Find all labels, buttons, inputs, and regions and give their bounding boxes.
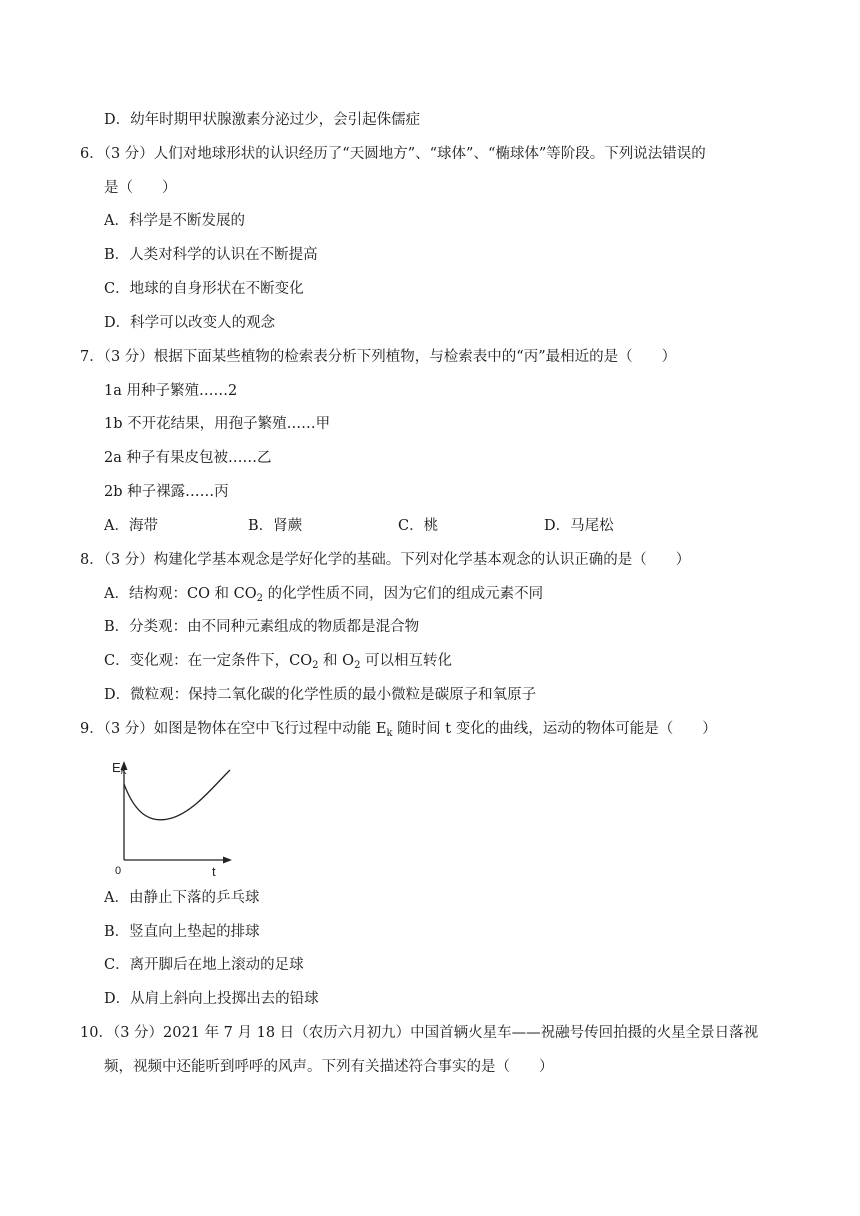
q7-stem: 7．（3 分）根据下面某些植物的检索表分析下列植物，与检索表中的“丙”最相近的是（ ）	[80, 349, 677, 365]
q6-option-b: B．人类对科学的认识在不断提高	[104, 247, 318, 263]
graph-x-arrow	[223, 857, 232, 864]
q7-option-b: B．肾蕨	[248, 518, 303, 534]
q8-option-d: D．微粒观：保持二氧化碳的化学性质的最小微粒是碳原子和氧原子	[104, 687, 537, 703]
q9-stem: 9．（3 分）如图是物体在空中飞行过程中动能 $E_k$ 随时间 t 变化的曲线，运动的物体可能是（ ）	[80, 721, 717, 739]
q6-stem-line1: 6．（3 分）人们对地球形状的认识经历了“天圆地方”、“球体”、“椭球体”等阶段。下列说法错误的	[80, 146, 706, 162]
ek-time-graph	[112, 756, 242, 878]
q8-option-a: A．结构观：CO 和 $CO_2$ 的化学性质不同，因为它们的组成元素不同	[104, 586, 544, 604]
graph-origin-label: 0	[115, 865, 122, 877]
q6-stem-line2: 是（ ）	[104, 180, 177, 196]
q7-key-1a: 1a 用种子繁殖……2	[104, 383, 238, 399]
q8-stem: 8．（3 分）构建化学基本观念是学好化学的基础。下列对化学基本观念的认识正确的是（ ）	[80, 552, 691, 568]
q7-key-2b: 2b 种子裸露……丙	[104, 484, 229, 500]
q7-option-a: A．海带	[104, 518, 158, 534]
q10-stem-line1: 10．（3 分）2021 年 7 月 18 日（农历六月初九）中国首辆火星车——祝融号传回拍摄的火星全景日落视	[80, 1025, 759, 1041]
q8-option-c: C．变化观：在一定条件下，$CO_2$ 和 $O_2$ 可以相互转化	[104, 653, 453, 671]
q6-option-c: C．地球的自身形状在不断变化	[104, 281, 304, 297]
q6-option-d: D．科学可以改变人的观念	[104, 315, 276, 331]
q7-option-c: C．桃	[398, 518, 439, 534]
q5-option-d: D．幼年时期甲状腺激素分泌过少，会引起侏儒症	[104, 112, 421, 128]
graph-x-label: t	[212, 864, 216, 878]
ek-curve	[124, 770, 230, 820]
q7-option-d: D．马尾松	[544, 518, 614, 534]
q10-stem-line2: 频，视频中还能听到呼呼的风声。下列有关描述符合事实的是（ ）	[104, 1059, 554, 1075]
q9-option-b: B．竖直向上垫起的排球	[104, 924, 260, 940]
q8-option-b: B．分类观：由不同种元素组成的物质都是混合物	[104, 619, 420, 635]
q6-option-a: A．科学是不断发展的	[104, 213, 245, 229]
q9-option-c: C．离开脚后在地上滚动的足球	[104, 957, 304, 973]
q7-key-1b: 1b 不开花结果，用孢子繁殖……甲	[104, 416, 331, 432]
graph-y-label: EK	[112, 760, 127, 776]
q9-option-a: A．由静止下落的乒乓球	[104, 890, 260, 906]
q9-option-d: D．从肩上斜向上投掷出去的铅球	[104, 991, 319, 1007]
q7-key-2a: 2a 种子有果皮包被……乙	[104, 450, 272, 466]
